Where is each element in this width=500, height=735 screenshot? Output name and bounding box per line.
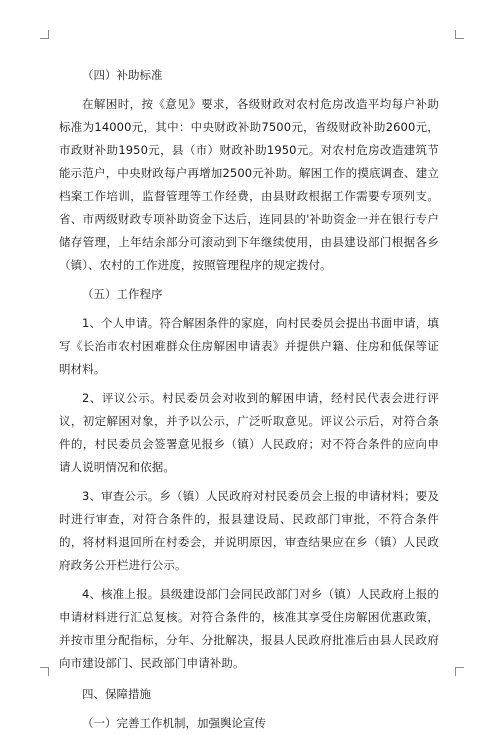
crop-mark-bottom-left bbox=[40, 667, 49, 676]
step-1-paragraph: 1、个人申请。符合解困条件的家庭，向村民委员会提出书面申请，填写《长治市农村困难群众住房解困申请表》并提供户籍、住房和低保等证明材料。 bbox=[59, 316, 439, 376]
crop-mark-top-right bbox=[455, 30, 464, 39]
crop-mark-top-left bbox=[40, 30, 49, 39]
document-body bbox=[59, 64, 439, 735]
section-4-heading: （四）补助标准 bbox=[82, 68, 163, 82]
crop-mark-bottom-right bbox=[455, 667, 464, 676]
step-4-paragraph: 4、核准上报。县级建设部门会同民政部门对乡（镇）人民政府上报的申请材料进行汇总复核。对符合条件的，核准其享受住房解困优惠政策，并按市里分配指标，分年、分批解决，报县人民政府批准后由县人民政府向市建设部门、民政部门申请补助。 bbox=[59, 587, 439, 670]
subsidy-standard-paragraph: 在解困时，按《意见》要求，各级财政对农村危房改造平均每户补助标准为14000元，其中：中央财政补助7500元，省级财政补助2600元，市政财补助1950元，县（市）财政补助1950元。对农村危房改造建筑节能示范户，中央财政每户再增加2500元补助。解困工作的摸底调查、建立档案工作培训，监督管理等工作经费，由县财政根据工作需要专项列支。省、市两级财政专项补助资金下达后，连同县的'补助资金一并在银行专户储存管理，上年结余部分可滚动到下年继续使用，由县建设部门根据各乡（镇）、农村的工作进度，按照管理程序的规定拨付。 bbox=[59, 97, 439, 272]
subsection-1-heading: （一）完善工作机制，加强舆论宣传 bbox=[82, 716, 266, 730]
section-5-heading: （五）工作程序 bbox=[82, 287, 163, 301]
section-iv-heading: 四、保障措施 bbox=[82, 687, 151, 701]
step-3-paragraph: 3、审查公示。乡（镇）人民政府对村民委员会上报的申请材料；要及时进行审查，对符合条件的，报县建设局、民政部门审批，不符合条件的，将材料退回所在村委会，并说明原因，审查结果应在乡（镇）人民政府政务公开栏进行公示。 bbox=[59, 489, 439, 572]
step-2-paragraph: 2、评议公示。村民委员会对收到的解困申请，经村民代表会进行评议，初定解困对象，并予以公示，广泛听取意见。评议公示后，对符合条件的，村民委员会签署意见报乡（镇）人民政府；对不符合条件的应向申请人说明情况和依据。 bbox=[59, 391, 439, 474]
